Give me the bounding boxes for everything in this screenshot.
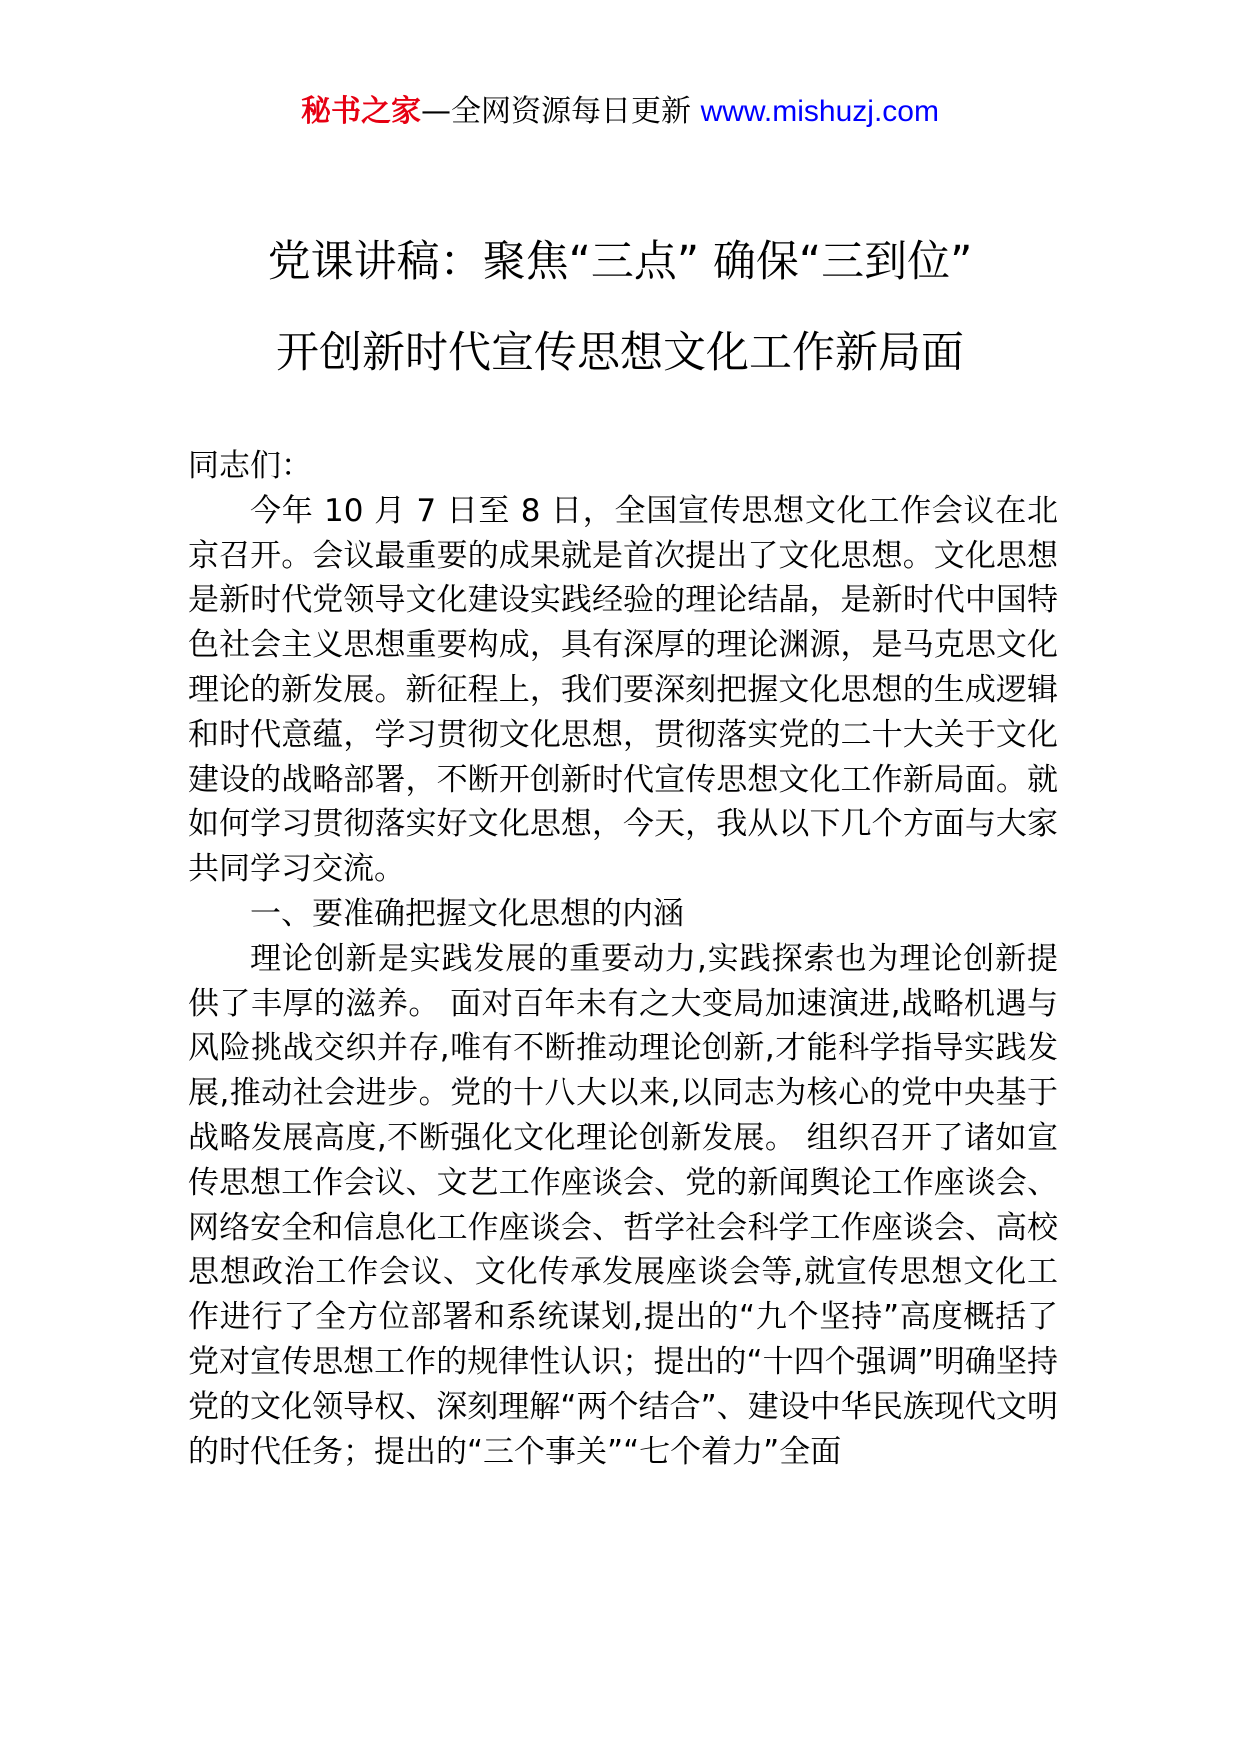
document-body xyxy=(188,444,1058,1474)
salutation: 同志们： xyxy=(188,448,312,484)
paragraph-1: 今年 10 月 7 日至 8 日，全国宣传思想文化工作会议在北京召开。会议最重要的成果就是首次提出了文化思想。文化思想是新时代党领导文化建设实践经验的理论结晶，是新时代中国特色社会主义思想重要构成，具有深厚的理论渊源，是马克思文化理论的新发展。新征程上，我们要深刻把握文化思想的生成逻辑和时代意蕴，学习贯彻文化思想，贯彻落实党的二十大关于文化建设的战略部署，不断开创新时代宣传思想文化工作新局面。就如何学习贯彻落实好文化思想，今天，我从以下几个方面与大家共同学习交流。 xyxy=(188,492,1058,888)
section-heading-1: 一、要准确把握文化思想的内涵 xyxy=(250,895,684,932)
document-title-line-1: 党课讲稿：聚焦“三点” 确保“三到位” xyxy=(267,237,973,287)
site-header xyxy=(0,90,1240,134)
paragraph-2: 理论创新是实践发展的重要动力,实践探索也为理论创新提供了丰厚的滋养。 面对百年未有之大变局加速演进,战略机遇与风险挑战交织并存,唯有不断推动理论创新,才能科学指导实践发展,推动社会进步。党的十八大以来,以同志为核心的党中央基于战略发展高度,不断强化文化理论创新发展。 组织召开了诸如宣传思想工作会议、文艺工作座谈会、党的新闻舆论工作座谈会、网络安全和信息化工作座谈会、哲学社会科学工作座谈会、高校思想政治工作会议、文化传承发展座谈会等,就宣传思想文化工作进行了全方位部署和系统谋划,提出的“九个坚持”高度概括了党对宣传思想工作的规律性认识；提出的“十四个强调”明确坚持党的文化领导权、深刻理解“两个结合”、建设中华民族现代文明的时代任务；提出的“三个事关”“七个着力”全面 xyxy=(188,940,1058,1470)
site-tagline: —全网资源每日更新 xyxy=(421,94,701,129)
site-url-link[interactable]: www.mishuzj.com xyxy=(700,95,939,128)
site-brand: 秘书之家 xyxy=(301,94,422,129)
document-title-line-2: 开创新时代宣传思想文化工作新局面 xyxy=(276,328,964,378)
